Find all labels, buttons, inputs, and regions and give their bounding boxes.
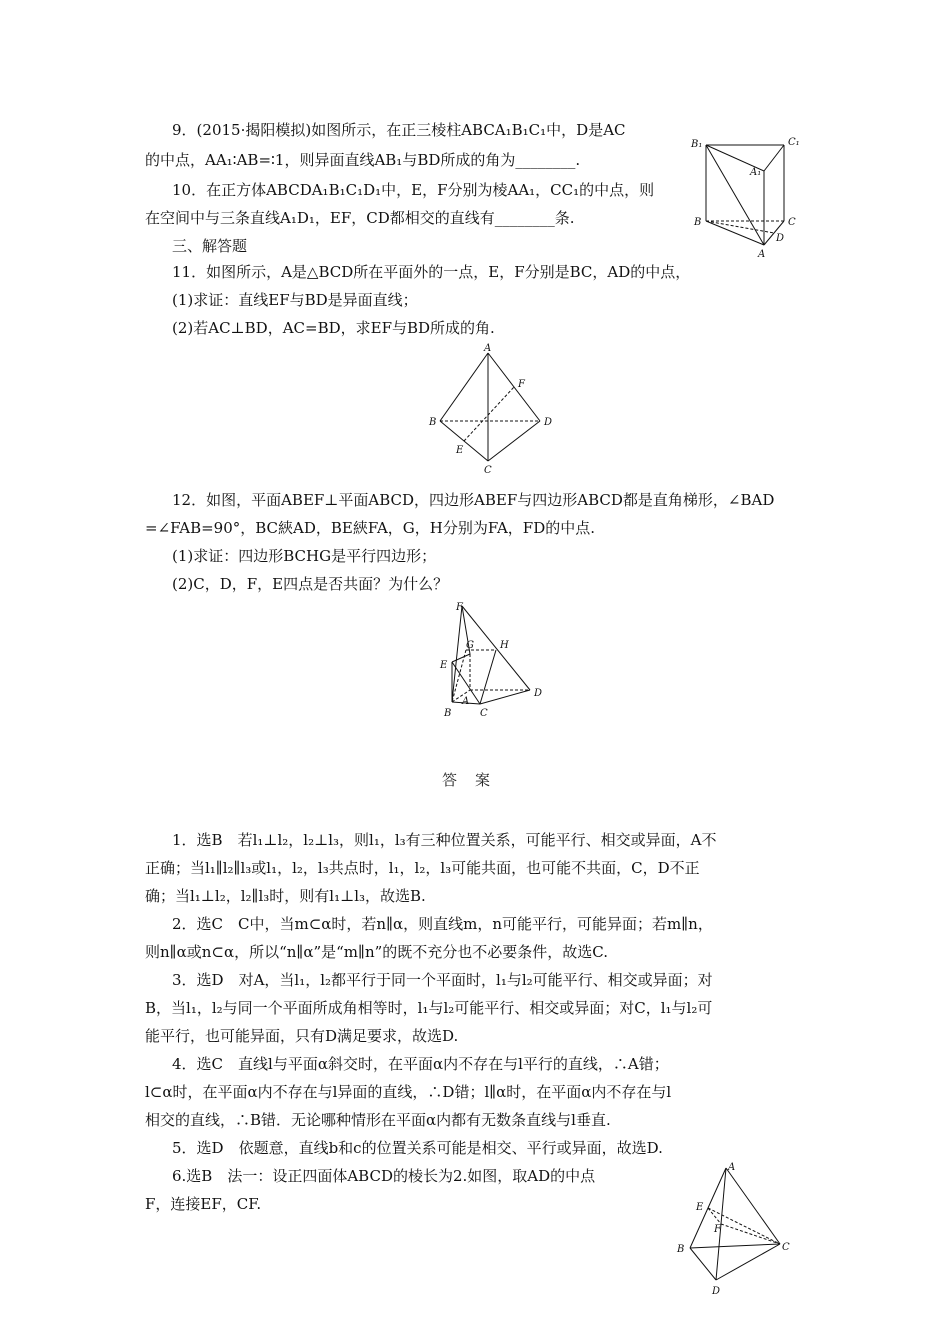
tetra1-label-c: C [484, 465, 492, 476]
tetra2-label-e: E [696, 1202, 704, 1213]
q11-part2: (2)若AC⊥BD，AC=BD，求EF与BD所成的角. [172, 319, 495, 337]
q11-line1: 11．如图所示，A是△BCD所在平面外的一点，E，F分别是BC，AD的中点， [172, 263, 691, 281]
answer1-line2: 正确；当l₁∥l₂∥l₃或l₁，l₂，l₃共点时，l₁，l₂，l₃可能共面，也可能不共面，C，D不正 [145, 859, 700, 877]
tetra1-label-a: A [484, 343, 492, 354]
answer6-line1: 6.选B 法一：设正四面体ABCD的棱长为2.如图，取AD的中点 [172, 1167, 596, 1185]
tetra2-label-a: A [728, 1162, 736, 1173]
poly-label-c: C [480, 708, 488, 719]
prism-label-a1: A₁ [750, 167, 762, 178]
prism-label-b: B [694, 217, 702, 228]
answer6-line2: F，连接EF，CF. [145, 1195, 262, 1213]
answer3-line1: 3．选D 对A，当l₁，l₂都平行于同一个平面时，l₁与l₂可能平行、相交或异面；对 [172, 971, 713, 989]
answer4-line1: 4．选C 直线l与平面α斜交时，在平面α内不存在与l平行的直线，∴A错； [172, 1055, 669, 1073]
answer5-line1: 5．选D 依题意，直线b和c的位置关系可能是相交、平行或异面，故选D. [172, 1139, 663, 1157]
polyhedron-figure-q12 [436, 600, 556, 720]
q11-part1: (1)求证：直线EF与BD是异面直线； [172, 291, 418, 309]
q10-line1: 10．在正方体ABCDA₁B₁C₁D₁中，E，F分别为棱AA₁，CC₁的中点，则 [172, 181, 655, 199]
answer4-line3: 相交的直线，∴B错．无论哪种情形在平面α内都有无数条直线与l垂直. [145, 1111, 611, 1129]
prism-label-a: A [758, 249, 766, 260]
q10-line2: 在空间中与三条直线A₁D₁，EF，CD都相交的直线有________条. [145, 209, 575, 227]
q12-part1: (1)求证：四边形BCHG是平行四边形； [172, 547, 437, 565]
tetra2-label-c: C [782, 1242, 790, 1253]
q12-line1: 12．如图，平面ABEF⊥平面ABCD，四边形ABEF与四边形ABCD都是直角梯形，∠BAD [172, 491, 775, 509]
tetra-figure-q11 [428, 343, 558, 477]
answer1-line3: 确；当l₁⊥l₂，l₂∥l₃时，则有l₁⊥l₃，故选B. [145, 887, 426, 905]
prism-label-b1: B₁ [691, 139, 703, 150]
answer3-line3: 能平行，也可能异面，只有D满足要求，故选D. [145, 1027, 459, 1045]
section-heading: 三、解答题 [172, 237, 248, 255]
poly-label-e: E [440, 660, 448, 671]
answer2-line2: 则n∥α或n⊂α，所以“n∥α”是“m∥n”的既不充分也不必要条件，故选C. [145, 943, 608, 961]
tetra-figure-answer6 [676, 1160, 802, 1300]
prism-label-c1: C₁ [788, 137, 800, 148]
answer3-line2: B，当l₁，l₂与同一个平面所成角相等时，l₁与l₂可能平行、相交或异面；对C，l₁与l₂可 [145, 999, 713, 1017]
q9-line1: 9．(2015·揭阳模拟)如图所示，在正三棱柱ABCA₁B₁C₁中，D是AC [172, 121, 626, 139]
answers-title: 答案 [441, 771, 508, 789]
tetra1-label-b: B [429, 417, 437, 428]
answer1-line1: 1．选B 若l₁⊥l₂，l₂⊥l₃，则l₁，l₃有三种位置关系，可能平行、相交或异面，A不 [172, 831, 717, 849]
tetra2-label-d: D [712, 1286, 721, 1297]
tetra1-label-e: E [456, 445, 464, 456]
tetra2-label-b: B [677, 1244, 685, 1255]
poly-label-a: A [462, 696, 470, 707]
tetra1-label-f: F [518, 379, 525, 390]
prism-label-d: D [776, 233, 785, 244]
prism-figure [688, 133, 808, 263]
answer2-line1: 2．选C C中，当m⊂α时，若n∥α，则直线m，n可能平行，可能异面；若m∥n， [172, 915, 713, 933]
answer4-line2: l⊂α时，在平面α内不存在与l异面的直线，∴D错；l∥α时，在平面α内不存在与l [145, 1083, 672, 1101]
poly-label-f: F [456, 602, 463, 613]
poly-label-b: B [444, 708, 452, 719]
poly-label-g: G [466, 640, 474, 651]
q12-part2: (2)C，D，F，E四点是否共面？为什么？ [172, 575, 449, 593]
prism-label-c: C [788, 217, 796, 228]
q9-line2: 的中点，AA₁∶AB=∶1，则异面直线AB₁与BD所成的角为________. [145, 151, 581, 169]
q12-line2: =∠FAB=90°，BC綊AD，BE綊FA，G，H分别为FA，FD的中点. [145, 519, 596, 537]
tetra1-label-d: D [544, 417, 553, 428]
poly-label-d: D [534, 688, 543, 699]
tetra2-label-f: F [714, 1224, 721, 1235]
poly-label-h: H [500, 640, 509, 651]
